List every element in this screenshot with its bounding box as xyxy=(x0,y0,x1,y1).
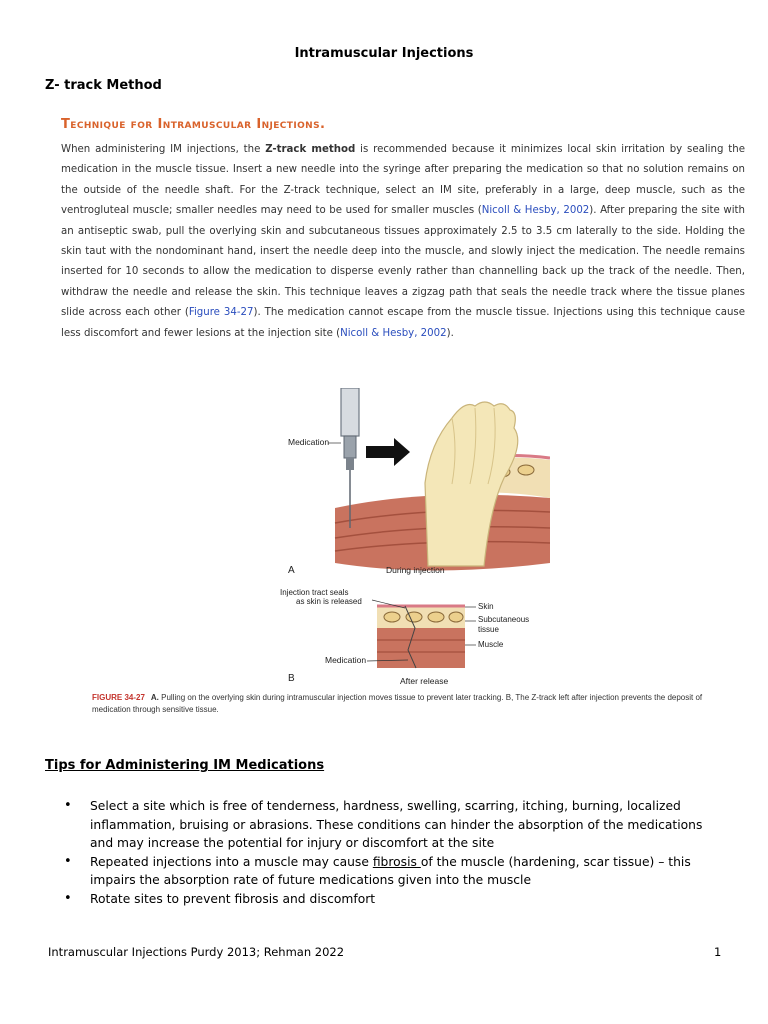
fibrosis-term: fibrosis xyxy=(372,854,421,869)
z-track-illustration xyxy=(280,388,550,688)
label-tract-line-1: Injection tract seals xyxy=(280,588,349,597)
figure-caption xyxy=(92,692,742,716)
caption-text-b: B, The Z-track left after injection prevents the deposit of medication through sensitive tissue. xyxy=(92,693,703,714)
citation-link[interactable]: Nicoll & Hesby, 2002 xyxy=(340,327,447,339)
label-subcutaneous: Subcutaneous xyxy=(478,615,530,624)
label-during-injection: During injection xyxy=(386,565,445,575)
document-title: Intramuscular Injections xyxy=(294,46,474,61)
para-text: When administering IM injections, the xyxy=(61,144,266,155)
tip-text: of the muscle (hardening, scar tissue) – this impairs the absorption rate of future medications given into the muscle xyxy=(90,854,691,887)
label-medication-b: Medication xyxy=(325,655,367,665)
section-subtitle: Z- track Method xyxy=(45,78,162,93)
tips-heading: Tips for Administering IM Medications xyxy=(45,758,325,773)
figure-link[interactable]: Figure 34-27 xyxy=(188,307,254,319)
list-item xyxy=(64,853,724,890)
citation-link[interactable]: Nicoll & Hesby, 2002 xyxy=(481,205,590,217)
label-panel-a: A xyxy=(288,565,295,576)
label-after-release: After release xyxy=(400,676,449,686)
caption-text-a: Pulling on the overlying skin during intramuscular injection moves tissue to prevent later tracking. xyxy=(158,693,506,702)
list-item: • Select a site which is free of tenderness, hardness, swelling, scarring, itching, burning, localized inflammation, bruising or abrasions. These conditions can hinder the absorption of the medications and may increase the potential for injury or discomfort at the site xyxy=(64,797,724,853)
panel-b-tissue xyxy=(377,606,465,668)
label-tract-line-2: as skin is released xyxy=(296,597,362,606)
label-skin: Skin xyxy=(478,602,494,611)
direction-arrow-icon xyxy=(366,438,410,466)
list-item: • Rotate sites to prevent fibrosis and discomfort xyxy=(64,890,724,909)
tips-list xyxy=(64,797,724,908)
para-text: ). The medication cannot escape from the muscle tissue. Injections using this technique cause less discomfort and fewer lesions at the injection site ( xyxy=(61,307,745,339)
z-track-figure xyxy=(280,388,550,688)
label-medication-a: Medication xyxy=(288,437,330,447)
z-track-term: Z-track method xyxy=(265,144,356,155)
para-text: ). After preparing the site with an antiseptic swab, pull the overlying skin and subcutaneous tissues approximately 2.5 to 3.5 cm laterally to the side. Holding the skin taut with the nondominant hand, insert the needle deep into the muscle, and slowly inject the medication. The needle remains inserted for 10 seconds to allow the medication to disperse evenly rather than channelling back up the track of the needle. Then, withdraw the needle and release the skin. This technique leaves a zigzag path that seals the needle track where the tissue planes slide across each other ( xyxy=(61,205,745,319)
para-text: is recommended because it minimizes local skin irritation by sealing the medication in the muscle tissue. Insert a new needle into the syringe after preparing the medication so that no solution remains on the outside of the needle shaft. For the Z-track technique, select an IM site, preferably in a large, deep muscle, such as the ventrogluteal muscle; smaller needles may need to be used for smaller muscles ( xyxy=(61,144,745,217)
para-text: ). xyxy=(446,327,454,339)
label-panel-b: B xyxy=(288,673,295,684)
footer-citation: Intramuscular Injections Purdy 2013; Rehman 2022 xyxy=(48,945,345,959)
figure-number: FIGURE 34-27 xyxy=(92,693,145,702)
page-number: 1 xyxy=(714,945,722,959)
technique-paragraph xyxy=(61,140,745,344)
tip-text: Repeated injections into a muscle may cause xyxy=(90,854,373,869)
caption-letter-a: A. xyxy=(150,693,159,702)
label-muscle: Muscle xyxy=(478,640,504,649)
technique-heading: Technique for Intramuscular Injections. xyxy=(61,117,326,132)
label-tissue: tissue xyxy=(478,625,499,634)
